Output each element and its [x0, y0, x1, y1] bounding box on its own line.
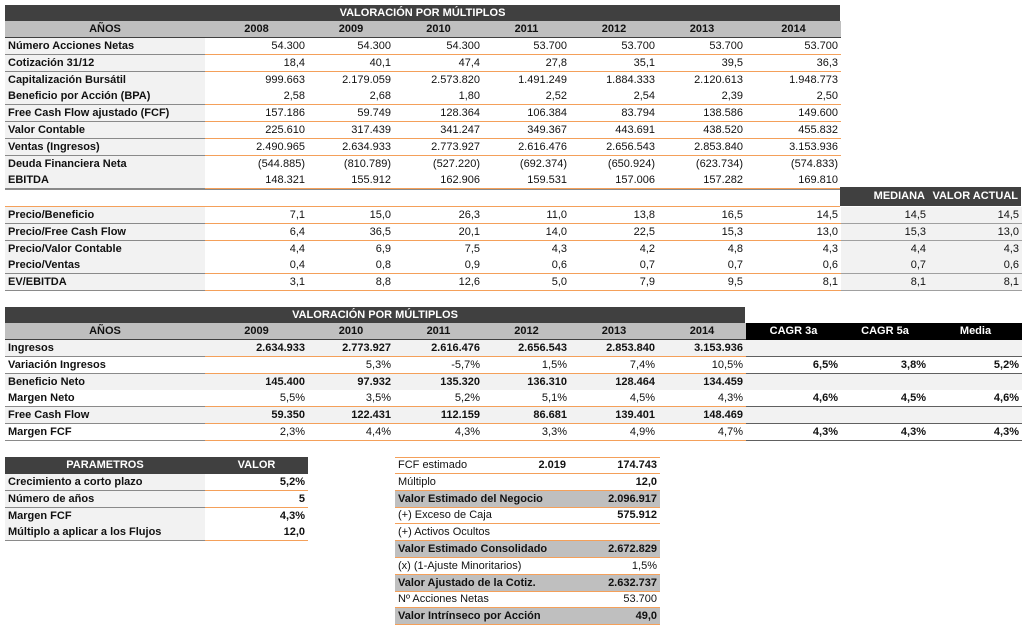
table2-year-header: 2013: [570, 323, 658, 340]
row-label: EV/EBITDA: [5, 274, 205, 291]
multiples-row: [5, 207, 1022, 224]
row-label: Número Acciones Netas: [5, 38, 205, 55]
parameter-row: [5, 524, 308, 541]
row-label: Free Cash Flow ajustado (FCF): [5, 105, 205, 122]
row-value[interactable]: 2,3%: [205, 424, 308, 441]
row-value[interactable]: 86.681: [483, 407, 570, 424]
row-value[interactable]: 0,4: [205, 257, 308, 274]
row-value[interactable]: 4,2: [570, 241, 658, 258]
cagr-value[interactable]: 4,6%: [929, 390, 1022, 407]
row-value[interactable]: 169.810: [746, 172, 841, 189]
row-value[interactable]: 148.321: [205, 172, 308, 189]
row-value[interactable]: 7,9: [570, 274, 658, 291]
row-value[interactable]: 53.700: [570, 38, 658, 55]
row-value[interactable]: 1,5%: [483, 357, 570, 374]
row-value[interactable]: 6,9: [308, 241, 394, 258]
row-label: Beneficio Neto: [5, 374, 205, 391]
row-value[interactable]: (574.833): [746, 156, 841, 173]
row-value[interactable]: 2.179.059: [308, 72, 394, 89]
parameter-label: Margen FCF: [5, 508, 205, 525]
row-value[interactable]: 159.531: [483, 172, 570, 189]
row-value[interactable]: 22,5: [570, 224, 658, 241]
row-value[interactable]: 3.153.936: [746, 139, 841, 156]
valuation-mid-value[interactable]: [484, 524, 570, 540]
parameter-value[interactable]: 4,3%: [205, 508, 308, 525]
row-value[interactable]: 3.153.936: [658, 340, 746, 357]
valuation-row: [395, 591, 660, 608]
row-value[interactable]: 54.300: [308, 38, 394, 55]
parameter-row: [5, 491, 308, 508]
valuation-label: Valor Intrínseco por Acción: [398, 610, 541, 623]
row-label: Precio/Free Cash Flow: [5, 224, 205, 241]
row-value[interactable]: 128.364: [394, 105, 483, 122]
row-value[interactable]: 15,3: [658, 224, 746, 241]
row-value[interactable]: 2,58: [205, 88, 308, 105]
valuation-row: [395, 457, 660, 474]
row-value[interactable]: 2.634.933: [308, 139, 394, 156]
row-value[interactable]: 2.634.933: [205, 340, 308, 357]
parameter-label: Crecimiento a corto plazo: [5, 474, 205, 491]
row-value[interactable]: 317.439: [308, 122, 394, 139]
row-value[interactable]: 341.247: [394, 122, 483, 139]
row-label: Ingresos: [5, 340, 205, 357]
row-value[interactable]: 4,3%: [658, 390, 746, 407]
row-value[interactable]: 3,5%: [308, 390, 394, 407]
table1-year-header: 2014: [746, 21, 841, 38]
row-value[interactable]: 0,9: [394, 257, 483, 274]
row-value[interactable]: 4,4: [205, 241, 308, 258]
parameter-value[interactable]: 12,0: [205, 524, 308, 541]
table2-header-label: AÑOS: [5, 323, 205, 340]
valuation-label: Nº Acciones Netas: [398, 593, 489, 606]
row-value[interactable]: 53.700: [483, 38, 570, 55]
row-label: Precio/Valor Contable: [5, 241, 205, 258]
parameters-header-label: PARAMETROS: [5, 457, 205, 474]
cagr-value[interactable]: [841, 340, 929, 357]
row-label: Ventas (Ingresos): [5, 139, 205, 156]
row-value[interactable]: 455.832: [746, 122, 841, 139]
row-label: Deuda Financiera Neta: [5, 156, 205, 173]
row-value[interactable]: 35,1: [570, 55, 658, 72]
cagr-value[interactable]: 4,5%: [841, 390, 929, 407]
row-label: Precio/Beneficio: [5, 207, 205, 224]
cagr-value[interactable]: 4,6%: [746, 390, 841, 407]
cagr-value[interactable]: [841, 407, 929, 424]
valuation-mid-value[interactable]: [484, 541, 570, 557]
row-label: Beneficio por Acción (BPA): [5, 88, 205, 105]
row-value[interactable]: 162.906: [394, 172, 483, 189]
row-value[interactable]: 136.310: [483, 374, 570, 391]
table1-row: [5, 88, 841, 105]
valuation-value[interactable]: 575.912: [617, 509, 657, 522]
valor-actual-value[interactable]: 4,3: [929, 241, 1022, 258]
mediana-value[interactable]: 4,4: [841, 241, 929, 258]
valuation-row: [395, 491, 660, 508]
row-value[interactable]: (623.734): [658, 156, 746, 173]
row-label: Margen Neto: [5, 390, 205, 407]
row-value[interactable]: (650.924): [570, 156, 658, 173]
cagr-value[interactable]: 5,2%: [929, 357, 1022, 374]
row-value[interactable]: 122.431: [308, 407, 394, 424]
row-value[interactable]: 135.320: [394, 374, 483, 391]
parameters-header-value: VALOR: [205, 457, 308, 474]
row-value[interactable]: 4,8: [658, 241, 746, 258]
valuation-label: (+) Exceso de Caja: [398, 509, 492, 522]
row-value[interactable]: 148.469: [658, 407, 746, 424]
row-value[interactable]: 8,1: [746, 274, 841, 291]
row-value[interactable]: 1.948.773: [746, 72, 841, 89]
row-value[interactable]: 11,0: [483, 207, 570, 224]
row-value[interactable]: 155.912: [308, 172, 394, 189]
row-value[interactable]: 26,3: [394, 207, 483, 224]
valuation-value[interactable]: 2.096.917: [608, 492, 657, 505]
row-value[interactable]: 2.773.927: [394, 139, 483, 156]
row-value[interactable]: 1,80: [394, 88, 483, 105]
valuation-value[interactable]: 2.632.737: [608, 576, 657, 589]
valuation-label: FCF estimado: [398, 459, 468, 471]
parameter-label: Número de años: [5, 491, 205, 508]
row-value[interactable]: [205, 357, 308, 374]
row-value[interactable]: 97.932: [308, 374, 394, 391]
row-label: Variación Ingresos: [5, 357, 205, 374]
row-value[interactable]: 13,8: [570, 207, 658, 224]
cagr-value[interactable]: [929, 340, 1022, 357]
row-value[interactable]: 54.300: [394, 38, 483, 55]
valuation-value[interactable]: 2.672.829: [608, 543, 657, 555]
row-label: Margen FCF: [5, 424, 205, 441]
row-value[interactable]: 59.749: [308, 105, 394, 122]
row-value[interactable]: 3,1: [205, 274, 308, 291]
row-value[interactable]: 157.006: [570, 172, 658, 189]
row-value[interactable]: (810.789): [308, 156, 394, 173]
row-value[interactable]: 2.616.476: [394, 340, 483, 357]
row-value[interactable]: 4,3%: [394, 424, 483, 441]
row-value[interactable]: 2.773.927: [308, 340, 394, 357]
row-value[interactable]: 2,52: [483, 88, 570, 105]
cagr-value[interactable]: 3,8%: [841, 357, 929, 374]
row-value[interactable]: 5,2%: [394, 390, 483, 407]
cagr-value[interactable]: 6,5%: [746, 357, 841, 374]
row-value[interactable]: -5,7%: [394, 357, 483, 374]
row-value[interactable]: 2.853.840: [570, 340, 658, 357]
valuation-label: Múltiplo: [398, 475, 436, 488]
valuation-value[interactable]: 174.743: [617, 459, 657, 471]
row-value[interactable]: 3,3%: [483, 424, 570, 441]
cagr-value[interactable]: [746, 407, 841, 424]
row-value[interactable]: 157.186: [205, 105, 308, 122]
multiples-row: [5, 224, 1022, 241]
parameter-label: Múltiplo a aplicar a los Flujos: [5, 524, 205, 541]
cagr-value[interactable]: [746, 340, 841, 357]
row-value[interactable]: 1.491.249: [483, 72, 570, 89]
row-value[interactable]: (692.374): [483, 156, 570, 173]
row-value[interactable]: 7,1: [205, 207, 308, 224]
valuation-label: Valor Estimado Consolidado: [398, 543, 548, 555]
row-value[interactable]: 157.282: [658, 172, 746, 189]
table1-row: [5, 55, 841, 72]
table1-header-label: AÑOS: [5, 21, 205, 38]
row-value[interactable]: 5,0: [483, 274, 570, 291]
row-value[interactable]: 5,5%: [205, 390, 308, 407]
table2-row: [5, 390, 1022, 407]
table1-row: [5, 38, 841, 55]
cagr-value[interactable]: 4,3%: [746, 424, 841, 441]
table2-year-header: 2011: [394, 323, 483, 340]
valor-actual-value[interactable]: 14,5: [929, 207, 1022, 224]
parameter-value[interactable]: 5,2%: [205, 474, 308, 491]
parameters-header-row: [5, 457, 308, 474]
row-value[interactable]: 2.656.543: [570, 139, 658, 156]
row-value[interactable]: 1.884.333: [570, 72, 658, 89]
row-value[interactable]: 0,7: [658, 257, 746, 274]
row-value[interactable]: 349.367: [483, 122, 570, 139]
valuation-value[interactable]: 12,0: [635, 475, 657, 488]
valuation-value[interactable]: 49,0: [635, 610, 657, 623]
table1-row: [5, 122, 841, 139]
valuation-value[interactable]: [570, 524, 660, 540]
cagr-header: CAGR 5a: [841, 323, 929, 340]
table1-title: VALORACIÓN POR MÚLTIPLOS: [5, 5, 840, 21]
row-value[interactable]: 0,6: [483, 257, 570, 274]
row-value[interactable]: 16,5: [658, 207, 746, 224]
row-value[interactable]: 59.350: [205, 407, 308, 424]
table1-year-header: 2008: [205, 21, 308, 38]
valuation-mid-value[interactable]: [484, 575, 570, 591]
mediana-header: MEDIANA: [840, 187, 928, 206]
row-value[interactable]: 14,5: [746, 207, 841, 224]
row-value[interactable]: 2,68: [308, 88, 394, 105]
row-value[interactable]: 54.300: [205, 38, 308, 55]
row-value[interactable]: 2,39: [658, 88, 746, 105]
row-value[interactable]: 4,7%: [658, 424, 746, 441]
row-value[interactable]: 128.464: [570, 374, 658, 391]
table1-row: [5, 139, 841, 156]
multiples-row: [5, 241, 1022, 258]
row-value[interactable]: 443.691: [570, 122, 658, 139]
row-value[interactable]: 134.459: [658, 374, 746, 391]
valor-actual-header: VALOR ACTUAL: [928, 187, 1021, 206]
row-label: Precio/Ventas: [5, 257, 205, 274]
table1-year-header: 2013: [658, 21, 746, 38]
row-value[interactable]: 12,6: [394, 274, 483, 291]
table2-year-header: 2010: [308, 323, 394, 340]
row-value[interactable]: 9,5: [658, 274, 746, 291]
row-value[interactable]: 27,8: [483, 55, 570, 72]
row-value[interactable]: 7,4%: [570, 357, 658, 374]
valuation-label: Valor Ajustado de la Cotiz.: [398, 576, 536, 589]
cagr-value[interactable]: [929, 374, 1022, 391]
table1-year-header: 2010: [394, 21, 483, 38]
mediana-value[interactable]: 15,3: [841, 224, 929, 241]
valor-actual-value[interactable]: 0,6: [929, 257, 1022, 274]
row-value[interactable]: 6,4: [205, 224, 308, 241]
cagr-value[interactable]: [841, 374, 929, 391]
row-value[interactable]: 36,3: [746, 55, 841, 72]
row-value[interactable]: 53.700: [746, 38, 841, 55]
row-label: Capitalización Bursátil: [5, 72, 205, 89]
row-value[interactable]: 225.610: [205, 122, 308, 139]
valuation-mid-value[interactable]: [484, 491, 570, 507]
valor-actual-value[interactable]: 13,0: [929, 224, 1022, 241]
row-value[interactable]: 10,5%: [658, 357, 746, 374]
row-value[interactable]: 40,1: [308, 55, 394, 72]
row-value[interactable]: 106.384: [483, 105, 570, 122]
row-value[interactable]: 5,1%: [483, 390, 570, 407]
row-value[interactable]: 2.490.965: [205, 139, 308, 156]
row-value[interactable]: 13,0: [746, 224, 841, 241]
row-value[interactable]: 4,4%: [308, 424, 394, 441]
row-value[interactable]: 149.600: [746, 105, 841, 122]
mediana-value[interactable]: 8,1: [841, 274, 929, 291]
cagr-header: Media: [929, 323, 1022, 340]
table2-year-header: 2014: [658, 323, 746, 340]
table1-year-header: 2009: [308, 21, 394, 38]
cagr-value[interactable]: 4,3%: [929, 424, 1022, 441]
valuation-value[interactable]: 1,5%: [631, 559, 657, 572]
row-label: EBITDA: [5, 172, 205, 189]
table2-row: [5, 374, 1022, 391]
valuation-row: [395, 541, 660, 558]
row-value[interactable]: 7,5: [394, 241, 483, 258]
valuation-label: (x) (1-Ajuste Minoritarios): [398, 559, 522, 572]
valuation-value[interactable]: 53.700: [623, 593, 657, 606]
parameter-row: [5, 508, 308, 525]
valor-actual-value[interactable]: 8,1: [929, 274, 1022, 291]
row-label: Cotización 31/12: [5, 55, 205, 72]
table2-row: [5, 340, 1022, 357]
row-value[interactable]: 2.573.820: [394, 72, 483, 89]
valuation-mid-value[interactable]: [484, 591, 570, 607]
cagr-value[interactable]: [929, 407, 1022, 424]
row-value[interactable]: 438.520: [658, 122, 746, 139]
row-value[interactable]: 36,5: [308, 224, 394, 241]
table1-year-header: 2011: [483, 21, 570, 38]
valuation-mid-value[interactable]: [483, 474, 569, 490]
table1-row: [5, 156, 841, 173]
row-value[interactable]: 2,50: [746, 88, 841, 105]
multiples-row: [5, 257, 1022, 274]
table2-header-row: [5, 323, 1022, 340]
table1-row: [5, 105, 841, 122]
table2-title: VALORACIÓN POR MÚLTIPLOS: [5, 307, 745, 323]
row-value[interactable]: 138.586: [658, 105, 746, 122]
parameter-value[interactable]: 5: [205, 491, 308, 508]
valuation-row: [395, 575, 660, 592]
table1-row: [5, 172, 841, 189]
table1-year-header: 2012: [570, 21, 658, 38]
row-value[interactable]: (527.220): [394, 156, 483, 173]
table1-row: [5, 72, 841, 89]
valuation-row: [395, 608, 660, 625]
row-value[interactable]: 4,9%: [570, 424, 658, 441]
valuation-label: Valor Estimado del Negocio: [398, 492, 543, 505]
valuation-row: [395, 474, 660, 491]
row-value[interactable]: 4,3: [746, 241, 841, 258]
row-value[interactable]: 83.794: [570, 105, 658, 122]
table2-row: [5, 424, 1022, 441]
table1-header-row: [5, 21, 841, 38]
valuation-mid-value[interactable]: [484, 507, 570, 523]
valuation-mid-value[interactable]: [484, 608, 570, 624]
row-value[interactable]: 2.120.613: [658, 72, 746, 89]
valuation-row: [395, 507, 660, 524]
row-value[interactable]: (544.885): [205, 156, 308, 173]
multiples-row: [5, 274, 1022, 291]
row-value[interactable]: 15,0: [308, 207, 394, 224]
row-value[interactable]: 39,5: [658, 55, 746, 72]
table2-row: [5, 357, 1022, 374]
row-value[interactable]: 0,8: [308, 257, 394, 274]
row-value[interactable]: 4,5%: [570, 390, 658, 407]
row-value[interactable]: 999.663: [205, 72, 308, 89]
cagr-header: CAGR 3a: [746, 323, 841, 340]
row-value[interactable]: 8,8: [308, 274, 394, 291]
row-value[interactable]: 2,54: [570, 88, 658, 105]
row-value[interactable]: 14,0: [483, 224, 570, 241]
row-value[interactable]: 4,3: [483, 241, 570, 258]
row-value[interactable]: 145.400: [205, 374, 308, 391]
valuation-row: [395, 524, 660, 541]
valuation-label: (+) Activos Ocultos: [398, 526, 491, 539]
row-label: Valor Contable: [5, 122, 205, 139]
row-value[interactable]: 139.401: [570, 407, 658, 424]
row-value[interactable]: 18,4: [205, 55, 308, 72]
row-value[interactable]: 0,7: [570, 257, 658, 274]
valuation-row: [395, 558, 660, 575]
row-value[interactable]: 5,3%: [308, 357, 394, 374]
mediana-value[interactable]: 14,5: [841, 207, 929, 224]
row-value[interactable]: 0,6: [746, 257, 841, 274]
valuation-mid-value[interactable]: 2.019: [538, 459, 567, 471]
table2-row: [5, 407, 1022, 424]
valuation-mid-value[interactable]: [484, 558, 570, 574]
row-value[interactable]: 2.656.543: [483, 340, 570, 357]
row-label: Free Cash Flow: [5, 407, 205, 424]
table2-year-header: 2009: [205, 323, 308, 340]
row-value[interactable]: 2.853.840: [658, 139, 746, 156]
mediana-value[interactable]: 0,7: [841, 257, 929, 274]
row-value[interactable]: 112.159: [394, 407, 483, 424]
table2-year-header: 2012: [483, 323, 570, 340]
row-value[interactable]: 2.616.476: [483, 139, 570, 156]
parameter-row: [5, 474, 308, 491]
row-value[interactable]: 53.700: [658, 38, 746, 55]
row-value[interactable]: 47,4: [394, 55, 483, 72]
cagr-value[interactable]: [746, 374, 841, 391]
cagr-value[interactable]: 4,3%: [841, 424, 929, 441]
row-value[interactable]: 20,1: [394, 224, 483, 241]
table1-bottom-border: [5, 189, 840, 190]
